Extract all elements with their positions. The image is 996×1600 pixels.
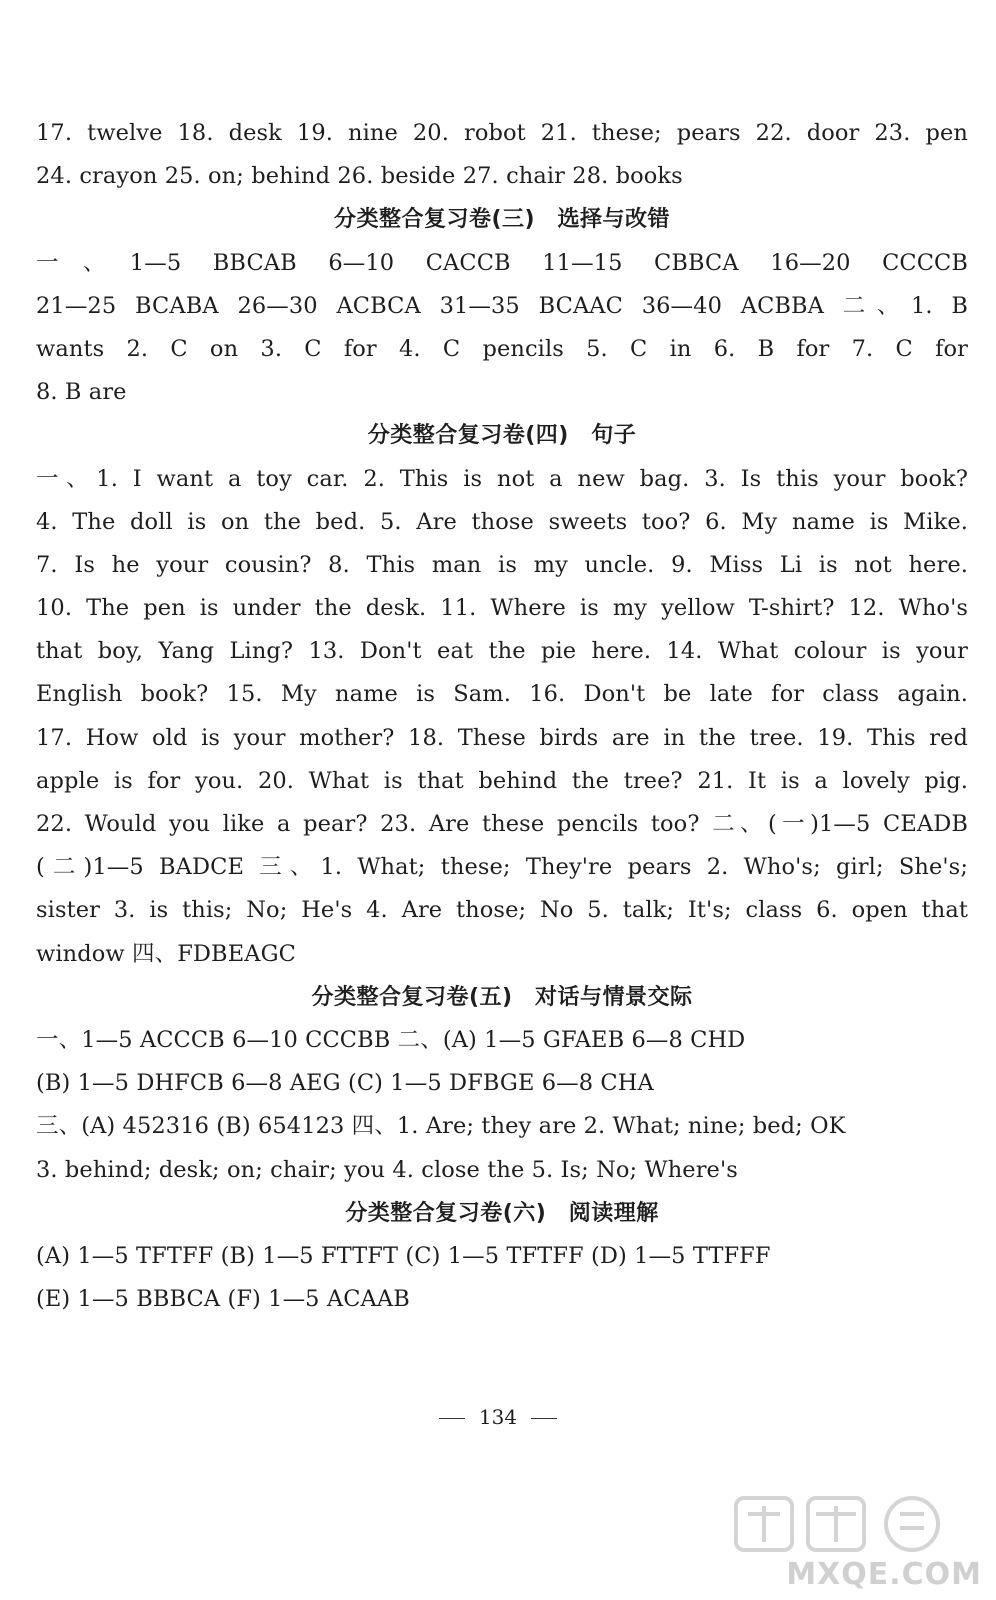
- answer-line: 17. twelve 18. desk 19. nine 20. robot 21. these; pears 22. door 23. pen: [36, 120, 968, 146]
- answer-line: 10. The pen is under the desk. 11. Where is my yellow T-shirt? 12. Who's: [36, 595, 968, 622]
- answer-line: 4. The doll is on the bed. 5. Are those sweets too? 6. My name is Mike.: [36, 508, 968, 535]
- answer-line: 3. behind; desk; on; chair; you 4. close the 5. Is; No; Where's: [36, 1156, 738, 1183]
- answer-key-page: [36, 112, 968, 1321]
- dash-left: [439, 1418, 465, 1419]
- answer-line: 21—25 BCABA 26—30 ACBCA 31—35 BCAAC 36—40 ACBBA 二、1. B: [36, 292, 968, 319]
- answer-line: 一、1—5 ACCCB 6—10 CCCBB 二、(A) 1—5 GFAEB 6—8 CHD: [36, 1026, 746, 1053]
- section-heading: 分类整合复习卷(四) 句子: [367, 423, 637, 449]
- dash-right: [531, 1418, 557, 1419]
- section-heading: 分类整合复习卷(六) 阅读理解: [345, 1200, 659, 1226]
- answer-line: 17. How old is your mother? 18. These birds are in the tree. 19. This red: [36, 724, 968, 751]
- answer-line: 7. Is he your cousin? 8. This man is my uncle. 9. Miss Li is not here.: [36, 551, 968, 578]
- answer-line: 24. crayon 25. on; behind 26. beside 27. chair 28. books: [36, 163, 683, 190]
- page-number: [0, 1405, 996, 1429]
- answer-line: window 四、FDBEAGC: [36, 940, 296, 967]
- answer-line: 一、1—5 BBCAB 6—10 CACCB 11—15 CBBCA 16—20 CCCCB: [36, 249, 968, 276]
- answer-line: (二)1—5 BADCE 三、1. What; these; They're pears 2. Who's; girl; She's;: [36, 854, 968, 881]
- answer-line: wants 2. C on 3. C for 4. C pencils 5. C in 6. B for 7. C for: [36, 335, 968, 362]
- answer-line: sister 3. is this; No; He's 4. Are those; No 5. talk; It's; class 6. open that: [36, 897, 968, 924]
- answer-line: English book? 15. My name is Sam. 16. Don't be late for class again.: [36, 681, 968, 708]
- watermark-text: MXQE.COM: [786, 1557, 982, 1592]
- answer-line: 一、1. I want a toy car. 2. This is not a new bag. 3. Is this your book?: [36, 465, 968, 492]
- answer-line: apple is for you. 20. What is that behind the tree? 21. It is a lovely pig.: [36, 767, 968, 794]
- section-heading: 分类整合复习卷(五) 对话与情景交际: [311, 984, 693, 1010]
- answer-line: 8. B are: [36, 379, 127, 406]
- answer-line: 三、(A) 452316 (B) 654123 四、1. Are; they are 2. What; nine; bed; OK: [36, 1113, 846, 1140]
- answer-line: (B) 1—5 DHFCB 6—8 AEG (C) 1—5 DFBGE 6—8 CHA: [36, 1070, 654, 1097]
- answer-line: (A) 1—5 TFTFF (B) 1—5 FTTFT (C) 1—5 TFTFF (D) 1—5 TTFFF: [36, 1242, 771, 1269]
- section-heading: 分类整合复习卷(三) 选择与改错: [333, 207, 671, 233]
- page-number-text: 134: [478, 1405, 518, 1429]
- answer-line: (E) 1—5 BBBCA (F) 1—5 ACAAB: [36, 1286, 410, 1313]
- answer-line: 22. Would you like a pear? 23. Are these pencils too? 二、(一)1—5 CEADB: [36, 811, 968, 837]
- answer-line: that boy, Yang Ling? 13. Don't eat the pie here. 14. What colour is your: [36, 638, 968, 665]
